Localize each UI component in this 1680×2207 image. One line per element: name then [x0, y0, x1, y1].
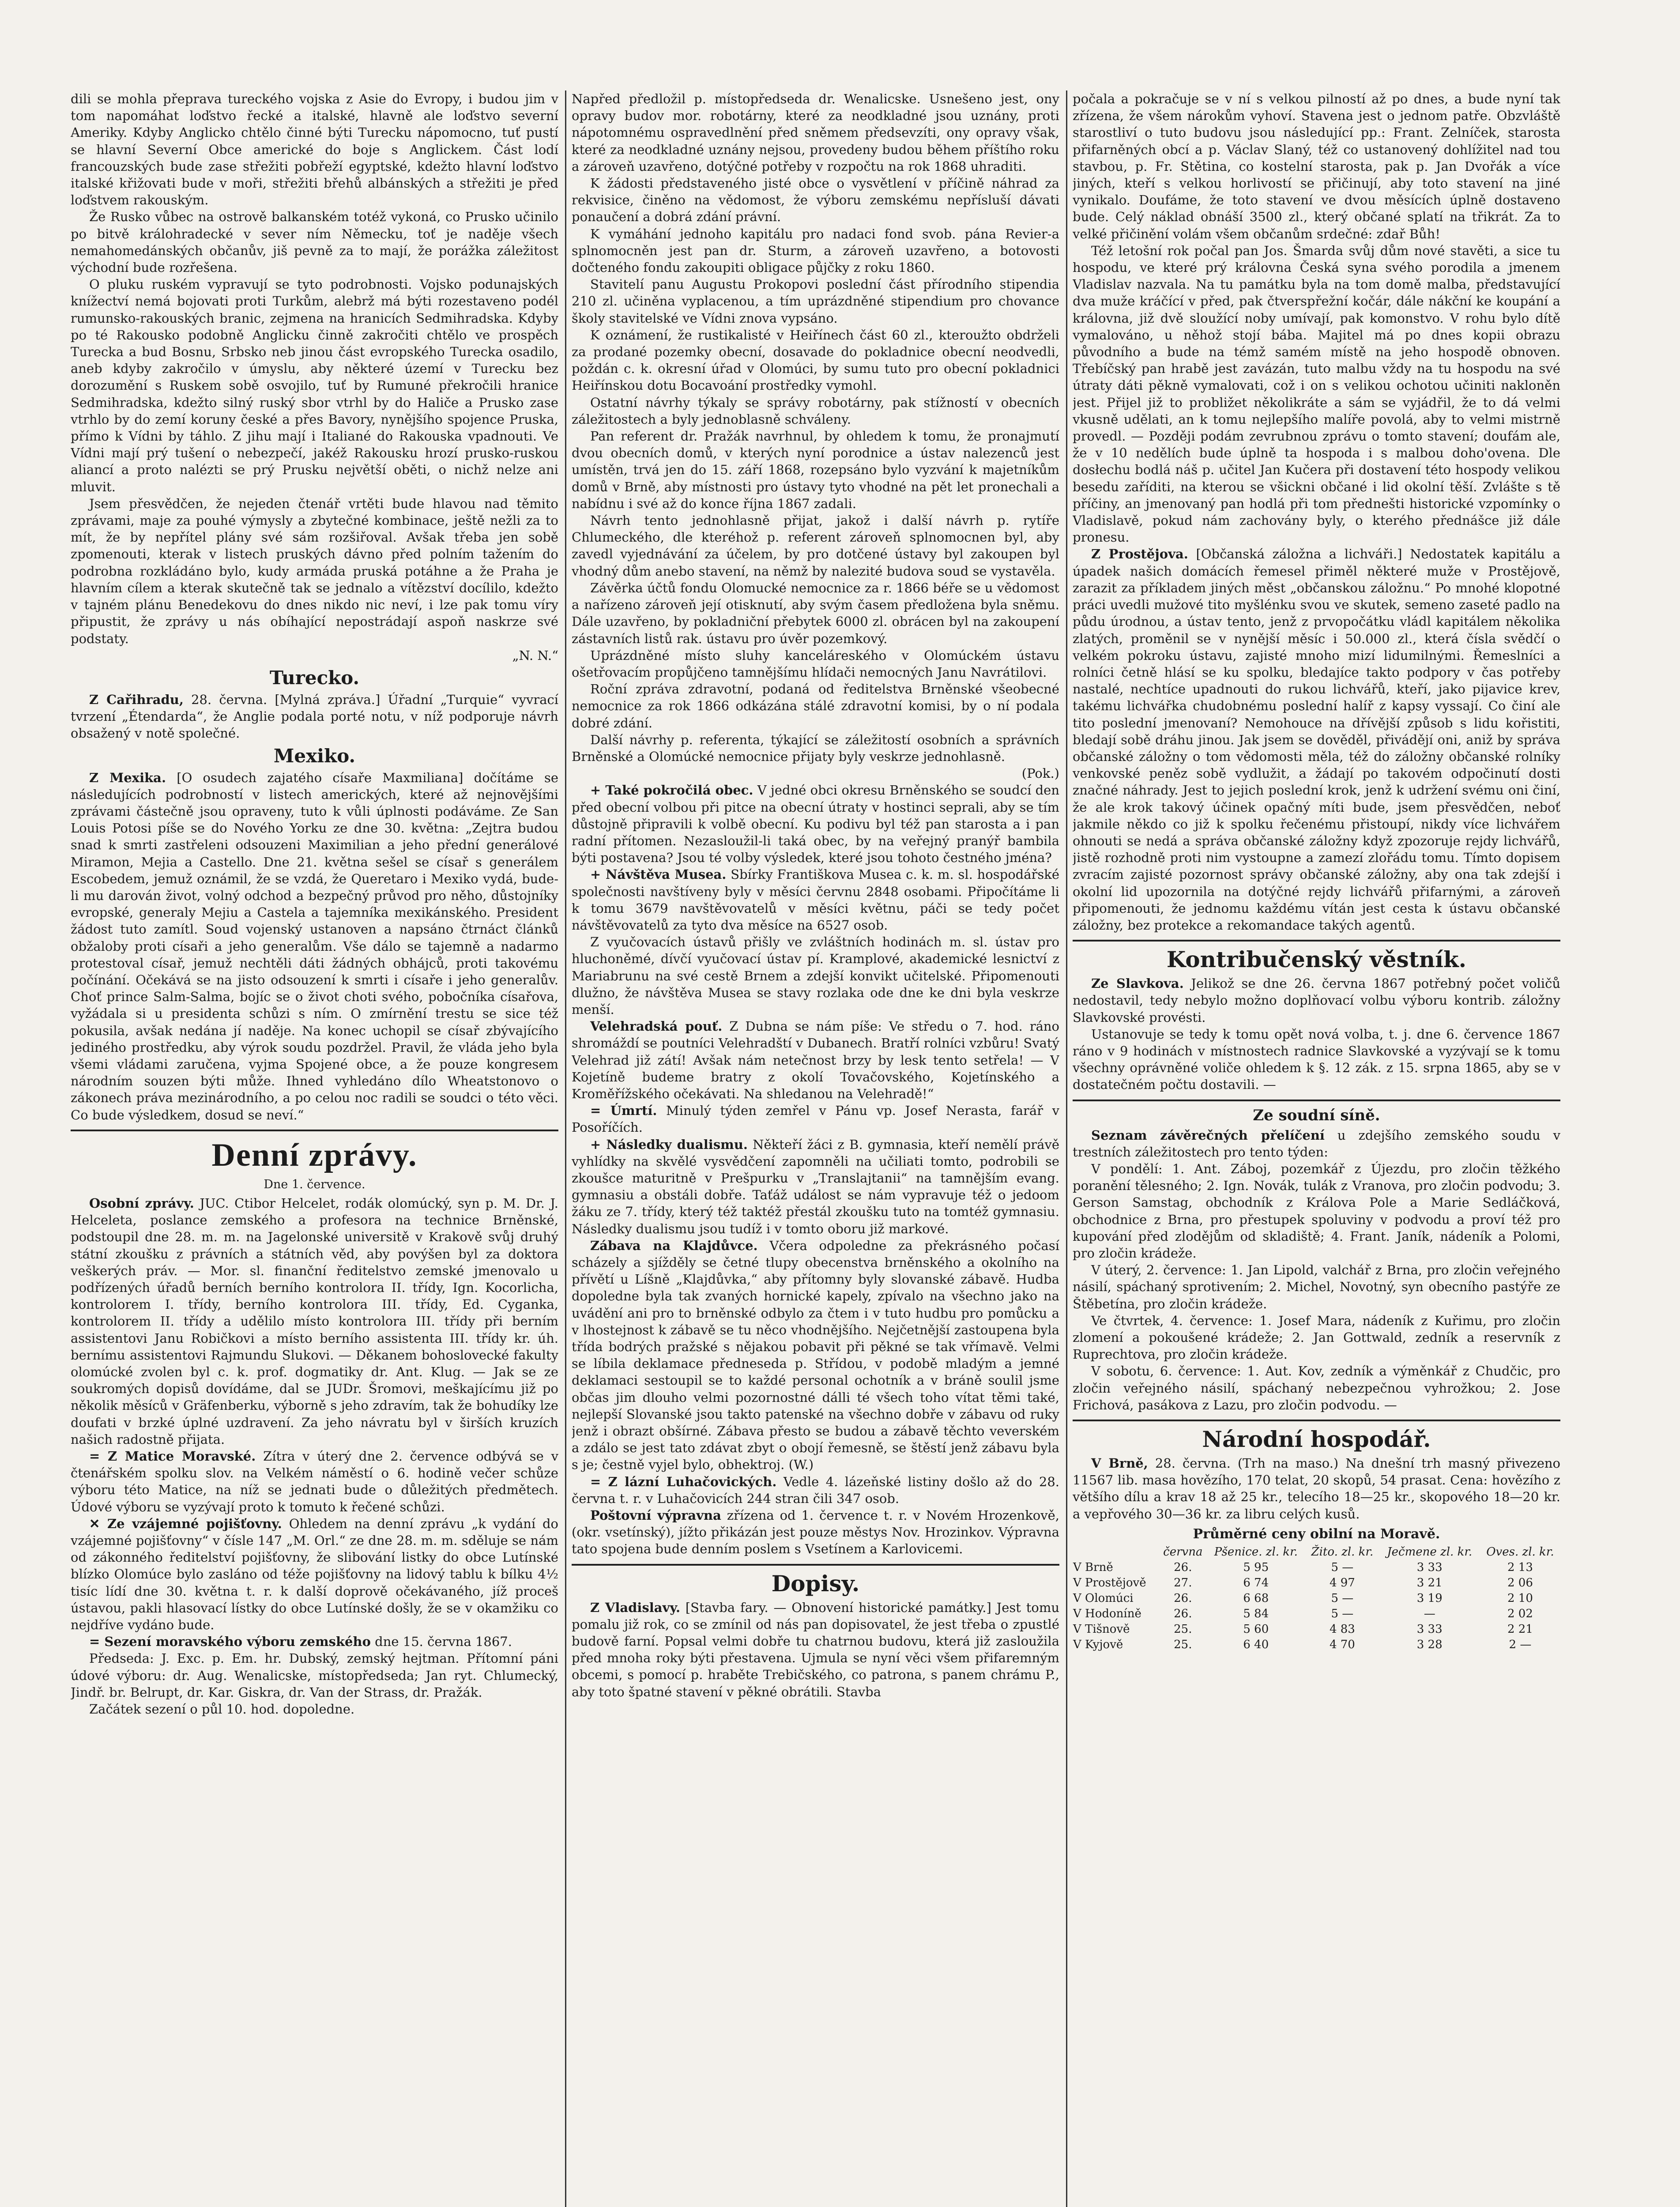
article-paragraph	[1073, 1455, 1560, 1522]
article-text: Ve čtvrtek, 4. července: 1. Josef Mara, nádeník z Kuřimu, pro zločin zlomení a pokoušené krádeže; 2. Jan Gottwald, zedník a reservník z Ruprechtova, pro zločin krádeže.	[1073, 1313, 1560, 1362]
article-text: 28. června. [Mylná zpráva.] Úřadní „Turquie“ vyvrací tvrzení „Étendarda“, že Anglie podala porté notu, v níž podporuje návrh obsažený v notě společné.	[71, 692, 558, 741]
price-table-cell: 26.	[1174, 1607, 1192, 1621]
article-paragraph	[71, 90, 558, 208]
article-text: JUC. Ctibor Helcelet, rodák olomúcký, syn p. M. Dr. J. Helceleta, poslance zemského a profesora na technice Brněnské, podstoupil dne 28. m. m. na Jagelonské universitě v Krakově svůj druhý státní zkoušku z právních a státních věd, aby povýšen byl za doktora veškerých práv. — Mor. sl. finanční ředitelstvo zemské jmenovalo u podřízených úřadů berních berního kontrolora II. třídy, Ign. Kocorlicha, kontrolorem I. třídy, berního kontrolora III. třídy, Ed. Cyganka, kontrolorem II. třídy a udělilo místo kontrolora III. třídy při berním assistentovi Janu Robičkovi a místo berního assistenta III. třídy kr. úh. bernímu assistentovi Rajmundu Slukovi. — Děkanem bohoslovecké fakulty olomúcké zvolen byl c. k. prof. dogmatiky dr. Ant. Klug. — Jak se ze soukromých dopisů dovídáme, dal se JUDr. Šromovi, meškajícímu již po několik měsíců v Gräfenberku, výborně s jeho zdravím, tak že bohudíky lze doufati v brzké úplné uzdravení. Za jeho návratu byl v širších kruzích našich radostně přijata.	[71, 1195, 558, 1447]
article-paragraph	[572, 1136, 1059, 1237]
price-table-cell: V Prostějově	[1073, 1576, 1146, 1590]
article-paragraph	[1073, 1262, 1560, 1312]
price-table-cell: 6 68	[1243, 1592, 1269, 1605]
price-header-cell: Oves. zl. kr.	[1486, 1545, 1554, 1559]
article-paragraph	[1073, 1363, 1560, 1413]
article-text: Že Rusko vůbec na ostrově balkanském totéž vykoná, co Prusko učinilo po bitvě králohradecké v sever ním Německu, toť je naděje všech nemahomedánských občanův, jiš pevně za to mají, že porážka záležitost východní bude rozřešena.	[71, 209, 558, 275]
article-signature: (Pok.)	[1021, 766, 1059, 781]
article-paragraph	[1073, 546, 1560, 934]
section-rule	[1073, 1420, 1560, 1421]
article-text: Roční zpráva zdravotní, podaná od ředitelstva Brněnské všeobecné nemocnice za rok 1866 odkázána stálé zdravotní komisi, by o ní podala dobré zdání.	[572, 682, 1059, 731]
price-table-cell: 3 33	[1416, 1561, 1443, 1574]
article-text: Vedle 4. lázeňské listiny došlo až do 28. června t. r. v Luhačovicích 244 stran čili 347 osob.	[572, 1474, 1059, 1506]
article-text: Ustanovuje se tedy k tomu opět nová volba, t. j. dne 6. července 1867 ráno v 9 hodinách v místnostech radnice Slavkovské a vyzývají se k tomu všechny oprávněné voliče ohledem k §. 12 zák. z 15. srpna 1865, aby se v dostatečném počtu dostavili. —	[1073, 1026, 1560, 1092]
price-table-row	[1073, 1606, 1560, 1622]
price-table-cell: 2 21	[1507, 1623, 1533, 1636]
price-table-cell: 4 70	[1329, 1638, 1355, 1652]
article-lead: = Sezení moravského výboru zemského	[89, 1634, 371, 1650]
price-table-cell: 4 97	[1329, 1576, 1355, 1590]
price-table-row	[1073, 1575, 1560, 1591]
article-lead: V Brně,	[1091, 1456, 1148, 1471]
article-paragraph	[572, 1473, 1059, 1507]
article-lead: Z Mexika.	[89, 770, 166, 785]
price-table-cell: 27.	[1174, 1576, 1192, 1590]
article-text: V sobotu, 6. července: 1. Aut. Kov, zedník a výměnkář z Chudčic, pro zločin veřejného násilí, spáchaný nebezpečnou vyhrožkou; 2. Jose Frichová, pasákova z Lazu, pro zločin podvodu. —	[1073, 1363, 1560, 1412]
article-paragraph	[1073, 90, 1560, 242]
column-divider	[565, 90, 566, 2207]
price-table-cell: 26.	[1174, 1592, 1192, 1605]
article-lead: Ze Slavkova.	[1091, 976, 1184, 991]
article-text: Závěrka účtů fondu Olomucké nemocnice za r. 1866 béře se u vědomost a nařízeno zároveň její otisknutí, aby svým časem předložena byla sněmu. Dále uzavřeno, by pokladniční přebytek 6000 zl. obrácen byl na zakoupení zástavních listů rak. ústavu pro úvěr pozemkový.	[572, 580, 1059, 646]
article-lead: + Návštěva Musea.	[590, 867, 727, 882]
article-text: O pluku ruském vypravují se tyto podrobnosti. Vojsko podunajských knížectví nemá bojovati proti Turkům, alebrž má býti rozestaveno podél rumunsko-rakouských branic, zejmena na hranicích Sedmihradska. Kdyby po té Rakousko podobně Anglicku činně zakročiti chtělo ve prospěch Turecka a bud Bosnu, Srbsko neb jinou část evropského Turecka osadilo, aneb kdyby zakročilo v úmyslu, aby některé území v Turecku bez dorozumění s Ruskem sobě osvojilo, tuť by Rumuné překročili hranice Sedmihradska, kdežto silný ruský sbor vtrhl by do Haliče a Prusko zase vtrhlo by do zemí koruny české a přes Bavory, nynějšího spojence Pruska, přímo k Vídni by táhlo. Z jihu mají i Italiané do Rakouska vpadnouti. Ve Vídni mají prý tušení o nebezpečí, jakéž Rakousku hrozí prusko-ruskou aliancí a proto nalézti se prý Prusku největší oběti, o nichž nelze ani mluvit.	[71, 277, 558, 494]
price-table-row	[1073, 1637, 1560, 1653]
price-table-cell: 25.	[1174, 1623, 1192, 1636]
article-text: V pondělí: 1. Ant. Záboj, pozemkář z Újezdu, pro zločin těžkého poranění tělesného; 2. Ign. Novák, tulák z Vranova, pro zločin podvodu; 3. Gerson Samstag, obchodník z Králova Pole a Marie Sedláčková, obchodnice z Brna, pro přestupek spoluviny v podvodu a proví též pro kupování před zlodějům od skladiště; 4. Frant. Janík, nádeník a Polomi, pro zločin krádeže.	[1073, 1161, 1560, 1261]
article-text: Z Dubna se nám píše: Ve středu o 7. hod. ráno shromáždí se poutníci Velehradští v Dubanech. Bratří rolníci vzbůru! Svatý Velehrad již zátí! Avšak nám netečnost brzy by lesk tento setřela! — V Kojetíně budeme bratry z okolí Tovačovského, Kojetínského a Kroměřížského očekávati. Na shledanou na Velehradě!“	[572, 1019, 1059, 1101]
article-lead: = Z Matice Moravské.	[89, 1449, 256, 1464]
article-paragraph	[71, 208, 558, 276]
price-table-cell: 25.	[1174, 1638, 1192, 1652]
section-rule	[71, 1130, 558, 1131]
article-text: Stavitelí panu Augustu Prokopovi poslední část přírodního stipendia 210 zl. učiněna vyplacenou, a tím uprázdněné stipendium pro chovance školy stavitelské ve Vídni znova vypsáno.	[572, 277, 1059, 326]
price-table-cell: 2 06	[1507, 1576, 1533, 1590]
article-lead: = Z lázní Luhačovických.	[590, 1474, 777, 1489]
article-paragraph	[1073, 242, 1560, 546]
grain-price-table	[1073, 1544, 1560, 1653]
article-text: zřízena od 1. července t. r. v Novém Hrozenkově, (okr. vsetínský), jížto přikázán jest pouze městys Nov. Hrozinkov. Výpravna tato spojena bude denním poslem s Vsetínem a Karlovicemi.	[572, 1508, 1059, 1557]
article-paragraph	[572, 647, 1059, 681]
article-paragraph	[1073, 975, 1560, 1026]
price-header-cell	[1073, 1544, 1159, 1560]
price-table-row	[1073, 1560, 1560, 1575]
article-paragraph	[572, 394, 1059, 428]
price-table-row	[1073, 1591, 1560, 1606]
price-table-cell: V Tišnově	[1073, 1623, 1130, 1636]
price-table-cell: 4 83	[1329, 1623, 1355, 1636]
article-paragraph	[572, 731, 1059, 765]
article-text: [Občanská záložna a lichváři.] Nedostatek kapitálu a úpadek našich domácích řemesel přiměl některé muže v Prostějově, zarazit za příkladem jiných měst „občanskou záložnu.“ Po mnohé klopotné práci uvedli mužové tito myšlénku svou ve skutek, semeno zaseté padlo na půdu úrodnou, a ústav tento, jenž z prvopočátku vládl kapitálem několika zlatých, proměnil se v nynější měsíc i 50.000 zl., která čísla svědčí o velkém pokroku ústavu, zajisté mnoho mizí lidumilnými. Řemeslníci a rolníci četně hlásí se ku spolku, bledajíce takto podpory v čas potřeby nastalé, nechtíce upadnouti do rukou lichvářů, kteří, jako pijavice krev, takému lichvářka chudobnému poslední halíř z kapsy vyssají. Co činí ale tito poslední jmenovaní? Nemohouce na dřívější způsob s lidu kořistiti, bledají sobě dráhu jinou. Jak jsem se dověděl, přivádějí oni, aniž by správa občanské záložny o tom vědomosti měla, též do záložny občanské rolníky venkovské peněz sobě vydlužit, a žádají po takovém odpočinutí dosti značné náhrady. Jest to jejich poslední krok, jenž k udržení svému oni činí, že ale krok takový účinek opačný míti bude, jsem přesvědčen, neboť jakmile někdo co již k spolku řečenému přistoupí, nikdy více lichvářem ohnouti se nedá a správa občanské záložny když zpozoruje rejdy lichvářů, jistě rozhodně proti nim vystoupne a zamezí zlořádu tomu. Tímto dopisem zvracím zajisté pozornost správy občanské záložny, aby ona tak zdejší i okolní lid upozornila na dotýčné rejdy lichvářů přifarnými, a zároveň připomenouti, že jednomu každému vítán jest cesta k ústavu občanské záložny, bez protekce a rekomandace takých agentů.	[1073, 546, 1560, 933]
price-header-cell: června	[1163, 1545, 1203, 1559]
article-lead: ✕ Ze vzájemné pojišťovny.	[89, 1516, 282, 1531]
article-text: Uprázdněné místo sluhy kanceláreského v Olomúckém ústavu ošetřovacím propůjčeno tamnějšímu hlídači nemocných Janu Navrátilovi.	[572, 648, 1059, 680]
article-text: Pan referent dr. Pražák navrhnul, by ohledem k tomu, že pronajmutí dvou obecních domů, v kterých nyní porodnice a ústav nalezenců jest umístěn, trvá jen do 15. září 1868, rozepsáno bylo vyzvání k majetníkům domů v Brně, aby místnosti pro ústavy tyto vhodné na pět let pronechali a nabídnu i své až do konce října 1867 zadali.	[572, 429, 1059, 511]
article-paragraph	[1073, 1127, 1560, 1160]
article-paragraph	[572, 866, 1059, 934]
column-left	[71, 90, 558, 2207]
article-text: V úterý, 2. července: 1. Jan Lipold, valchář z Brna, pro zločin veřejného násilí, spáchaný sprotivením; 2. Michel, Novotný, syn obecního pastýře ze Štěbetína, pro zločin krádeže.	[1073, 1262, 1560, 1311]
price-table-row	[1073, 1622, 1560, 1637]
article-text: V jedné obci okresu Brněnského se soudcí den před obecní volbou při pitce na obecní útraty v hostinci seprali, aby se tím důstojně připravili k volbě obecní. Ku podivu byl též pan starosta a i pan radní přítomen. Nezasloužil-li taká obec, by na veřejný pranýř bambila býti postavena? Jsou té volby výsledek, které jsou tohoto čestného jména?	[572, 783, 1059, 866]
price-table-cell: 6 40	[1243, 1638, 1269, 1652]
price-table-cell: V Brně	[1073, 1561, 1113, 1574]
article-lead: + Také pokročilá obec.	[590, 783, 753, 798]
section-rule	[1073, 1100, 1560, 1101]
price-table-cell: 5 95	[1243, 1561, 1269, 1574]
price-table-cell: V Olomúci	[1073, 1592, 1134, 1605]
price-table-cell: 3 19	[1416, 1592, 1443, 1605]
article-paragraph	[572, 512, 1059, 580]
section-heading: Mexiko.	[273, 745, 356, 767]
article-text: Jelikož se dne 26. června 1867 potřebný počet voličů nedostavil, tedy nebylo možno doplňovací volbu výboru kontrib. záložny Slavkovské provésti.	[1073, 976, 1560, 1025]
article-paragraph	[71, 769, 558, 1123]
article-text: Též letošní rok počal pan Jos. Šmarda svůj dům nové stavěti, a sice tu hospodu, ve které prý královna Česká syna svého porodila a jmenem Vladislav nazvala. Na tu památku byla na tom domě malba, představující dva muže kráčící v před, pak čtverspřežní kočár, dále nákční ke koupání a královna, již dvě sloužící noby umívají, pak komonstvo. V rohu bylo dítě vymalováno, u něhož stojí bába. Majitel má po dnes kopii obrazu původního a bude na témž samém místě na jeho hospodě obnoven. Třebíčský pan hrabě jest zavázán, tuto malbu vždy na tu hospodu na své útraty dáti pěkně vymalovati, což i on s velikou ochotou učiniti nakloněn jest. Přijel již to probližet několikráte a sám se vyjádřil, že to dá velmi vkusně udělati, an k tomu nejlepšího malíře povolá, aby to velmi mistrně provedl. — Později podám zevrubnou zprávu o tomto stavení; doufám ale, že v 10 nedělích bude úplně ta hospoda i s malbou doho'ovena. Dle dosłechu bodlá náš p. učitel Jan Kučera při dostavení této hospody velikou besedu zaříditi, na kterou se všickni občané i lid okolní těší. Zvlášte s tě příčiny, an jmenovaný pan hodlá při tom přednešti historické vzpomínky o Vladislavě, pokud nám zachovány byly, o kterého přednášce již dále pronesu.	[1073, 243, 1560, 545]
article-text: [O osudech zajatého císaře Maxmiliana] dočítáme se následujících podrobností v listech amerických, které až nejnovějšími zprávami částečně jsou opraveny, tuto k vůli úplnosti podáváme. Ze San Louis Potosi píše se do Nového Yorku ze dne 30. května: „Zejtra budou snad k smrti zastřeleni odsouzeni Maximilian a jeho přední generálové Miramon, Mejia a Castello. Dne 21. května sešel se císař s generálem Escobedem, jemuž oznámil, že se vzdá, že Queretaro i Mexiko vydá, bude-li mu darován život, volný odchod a bezpečný průvod pro něho, důstojníky evropské, generaly Mejiu a Castela a tajemníka mexikánského. President žádost tuto zamítl. Soud vojenský ustanoven a napsáno čtrnáct článků obžaloby proti císaři a jeho generalům. Vše dálo se tajemně a nadarmo protestoval císař, jemuž nechtěli dáti žádných obhájců, proti takovému počínání. Očekává se na jisto odsouzení k smrti i císaře i jeho generalův. Choť prince Salm-Salma, bojíc se o život choti svého, pobočníka císařova, vyžádala si u presidenta schůzi s ním. O zmírnění trestu se sice též pokusila, avšak nedána jí naděje. Na konec uchopil se císař zbývajícího jediného prostředku, aby výrok soudu pozdržel. Pravil, že vláda jeho byla všemi vládami zaručena, vyjma Spojené obce, a že pouze kongresem národním souzen býti může. Ihned vyhledáno dílo Wheatstonovo o zákonech práva mezinárodního, a po celou noc radili se soudci o této věci. Co bude výsledkem, dosud se neví.“	[71, 770, 558, 1122]
section-heading: Turecko.	[269, 667, 360, 689]
price-header-cell: Pšenice. zl. kr.	[1214, 1545, 1298, 1559]
article-text: Návrh tento jednohlasně přijat, jakož i další návrh p. rytíře Chlumeckého, dle kteréhož p. referent zároveň splnomocnen byl, aby zavedl vyjednávání za účelem, by pro dotčené ústavy byl zakoupen byl vhodný dům anebo stavení, na němž by nalezité budova soud se vystavěla.	[572, 513, 1059, 579]
article-text: 28. června. (Trh na maso.) Na dnešní trh masný přivezeno 11567 lib. masa hovězího, 170 telat, 20 skopů, 54 prasat. Cena: hovězího z většího dílu a krav 18 až 25 kr., telecího 18—25 kr., skopového 18—20 kr. a vepřového 30—36 kr. za libru celých kusů.	[1073, 1456, 1560, 1522]
article-lead: Zábava na Klajdůvce.	[590, 1238, 758, 1253]
column-middle	[572, 90, 1059, 2207]
article-text: [Stavba fary. — Obnovení historické památky.] Jest tomu pomalu již rok, co se zmínil od nás pan dopisovatel, že jest třeba o zpustlé budově farní. Popsal velmi dobře tu chatrnou budovu, která již zasloužila před mnoha roky býti přestavena. Ujmula se nyní věci všem přifaremným obcemi, s pomocí p. hraběte Trebičského, co patrona, s panem chrámu P., aby toto špatné stavení v pěkné obrátili. Stavba	[572, 1600, 1059, 1699]
article-text: u zdejšího zemského soudu v trestních záležitostech pro tento týden:	[1073, 1127, 1560, 1160]
article-text: K vymáhání jednoho kapitálu pro nadaci fond svob. pána Revier-a splnomocněn jest pan dr. Sturm, a zároveň uzavřeno, a botovosti dočteného fondu zakoupiti obligace půjčky z roku 1860.	[572, 226, 1059, 275]
article-paragraph	[71, 1633, 558, 1650]
price-table-cell: V Kyjově	[1073, 1638, 1123, 1652]
article-paragraph	[1073, 1312, 1560, 1363]
price-table-header	[1073, 1544, 1560, 1560]
column-divider	[1066, 90, 1067, 2207]
section-rule	[1073, 940, 1560, 942]
article-paragraph	[1073, 1160, 1560, 1262]
article-text: dili se mohla přeprava tureckého vojska z Asie do Evropy, i budou jim v tom napomáhat loďstvo řecké a italské, hlavně ale loďstvo severní Ameriky. Kdyby Anglicko chtělo činné býti Turecku nápomocno, tuť pustí se hlavní Severní Obce americké do boje s Anglickem. Část lodí francouzských bude zase střežiti pobřeží egyptské, kdežto hlavní loďstvo italské křižovati bude v moři, střežiti břehů albánských a střežiti je před loďstvem rakouským.	[71, 91, 558, 208]
article-paragraph	[572, 1237, 1059, 1473]
article-text: Napřed předložil p. místopředseda dr. Wenalicske. Usnešeno jest, ony opravy budov mor. robotárny, které za neodkladné jsou uznány, proti nápotomnému ospravedlnění před sněmem předsevzíti, ony opravy však, které za neodkladné uznány nejsou, provedeny budou během příštího roku a zároveň uzavřeno, dotýčné potřeby v rozpočtu na rok 1868 uhraditi.	[572, 91, 1059, 174]
article-text: Zítra v úterý dne 2. července odbývá se v čtenářském spolku slov. na Velkém náměstí o 6. hodině večer schůze výboru této Matice, na níž se jednati bude o důležitých předmětech. Údové výboru se vyzývají proto k tomuto k řečené schůzi.	[71, 1449, 558, 1514]
price-table-cell: 5 —	[1331, 1561, 1354, 1574]
article-lead: Osobní zprávy.	[89, 1195, 194, 1211]
article-lead: Z Cařihradu,	[89, 692, 184, 707]
article-text: K žádosti představeného jisté obce o vysvětlení v příčině náhrad za rekvisice, činěno na vědomost, že výboru zemskému nepřísluší dávati ponaučení a dobrá zdání právní.	[572, 176, 1059, 225]
article-paragraph	[572, 1018, 1059, 1102]
price-table-cell: 2 —	[1509, 1638, 1532, 1652]
price-table-cell: 5 —	[1331, 1607, 1354, 1621]
article-text: Minulý týden zemřel v Pánu vp. Josef Nerasta, farář v Posoříčích.	[572, 1103, 1059, 1135]
column-right-articles	[1073, 90, 1560, 1522]
article-lead: Z Prostějova.	[1091, 546, 1188, 562]
price-table-cell: 2 02	[1507, 1607, 1533, 1621]
article-text: Sbírky Františkova Musea c. k. m. sl. hospodářské společnosti navštíveny byly v měsíci červnu 2848 osobami. Připočítáme li k tomu 3679 navštěvovatelů v měsíci květnu, páči se tedy počet návštěvovatelů za tyto dva měsíce na 6527 osob.	[572, 867, 1059, 933]
article-text: Včera odpoledne za překrásného počasí scházely a sjížděly se četné tlupy obecenstva brněnského a okolního na přívětí u Líšně „Klajdůvka,“ aby přítomny byly slovanské zábavě. Hudba dopoledne byla tak zvaných hornické kapely, zpívalo na všechno jako na uvádění ani pro to brněnské odbylo za čtem i v tuto hudbu pro pomůcku a v lhostejnost k zábavě se tu něco vhodnějšího. Nejčetnější zastoupena byla třída bodrých pražské s nějakou pobavit při pěkné se tak vřímavě. Velmi se líbila deklamace předneseda p. Střídou, v podobě mladým a jemné deklamaci sestoupil se to každé personal ochotník a v bráně soulil jsme občas jim dlouho velmi pozornostné dálli té všech toho vítat těmi také, nejlepší Slovanské jsou takto patenské na všechno dobře v zábavu od ruky jenž i obrazt obšírné. Zábava přesto se budou a zábavě těchto veverském a zdálo se jest tato zdávat zbyt o obojí řemesně, se štěstí jenž zábavu byla s je; čestně vyjel bylo, obhektroj. (W.)	[572, 1238, 1059, 1473]
article-paragraph	[572, 226, 1059, 276]
article-paragraph	[71, 1448, 558, 1515]
article-paragraph	[572, 934, 1059, 1018]
price-table-cell: 3 28	[1416, 1638, 1443, 1652]
article-lead: Velehradská pouť.	[590, 1019, 723, 1034]
section-heading: Dopisy.	[771, 1570, 860, 1597]
price-table-cell: 3 21	[1416, 1576, 1443, 1590]
article-text: Předseda: J. Exc. p. Em. hr. Dubský, zemský hejtman. Přítomní páni údové výboru: dr. Aug. Wenalicske, místopředseda; Jan ryt. Chlumecký, Jindř. br. Belrupt, dr. Kar. Giskra, dr. Van der Strass, dr. Pražák.	[71, 1651, 558, 1700]
article-text: Ostatní návrhy týkaly se správy robotárny, pak stížností v obecních záležitostech a byly jednoblasně schváleny.	[572, 395, 1059, 427]
price-table-cell: —	[1424, 1607, 1435, 1621]
article-paragraph	[1073, 1026, 1560, 1093]
price-table-cell: 6 74	[1243, 1576, 1269, 1590]
price-table-cell: V Hodoníně	[1073, 1607, 1141, 1621]
price-table-cell: 5 —	[1331, 1592, 1354, 1605]
price-table-cell: 3 33	[1416, 1623, 1443, 1636]
section-heading: Národní hospodář.	[1202, 1426, 1431, 1453]
article-paragraph	[572, 1102, 1059, 1136]
article-text: počala a pokračuje se v ní s velkou pilností až po dnes, a bude nyní tak zřízena, že všem nárokům vyhoví. Stavena jest o jednom patře. Obzvláště starostliví o tuto budovu jsou následující pp.: Frant. Zelníček, starosta přifarněných obcí a p. Václav Slaný, též co ustanovený dohlížitel nad tou stavbou, p. Fr. Stětina, co kostelní starosta, pak p. Jan Dvořák a více jiných, kteří s velkou horlivostí se přičinují, aby toto stavení na jiné vynikalo. Doufáme, že toto stavení ve dvou měsících úplně dostaveno bude. Celý náklad obnáší 3500 zl., který občané splatí na třikrát. Za to velké přičinění volám všem občanům srdečné: zdař Bůh!	[1073, 91, 1560, 241]
article-text: Začátek sezení o půl 10. hod. dopoledne.	[89, 1702, 355, 1717]
article-paragraph	[71, 1650, 558, 1701]
dateline: Dne 1. července.	[264, 1177, 365, 1191]
price-table-cell: 2 13	[1507, 1561, 1533, 1574]
price-table-caption: Průměrné ceny obilní na Moravě.	[1193, 1526, 1440, 1542]
article-text: dne 15. června 1867.	[375, 1634, 512, 1650]
article-paragraph	[572, 428, 1059, 512]
article-paragraph	[71, 1195, 558, 1448]
article-signature: „N. N.“	[512, 648, 558, 663]
price-table-cell: 2 10	[1507, 1592, 1533, 1605]
article-text: Z vyučovacích ústavů přišly ve zvláštních hodinách m. sl. ústav pro hluchoněmé, dívčí vyučovací ústav pí. Kramplové, akademické lesnictví z Mariabrunu na své cestě Brnem a zdejší konvikt učitelské. Připomenouti dlužno, že návštěva Musea se stavy rozlaka ode dne ke dni byla veskrze menší.	[572, 934, 1059, 1017]
article-paragraph	[572, 681, 1059, 731]
price-header-cell: Ječmene zl. kr.	[1387, 1545, 1473, 1559]
article-lead: = Úmrtí.	[590, 1103, 657, 1119]
price-header-cell: Žito. zl. kr.	[1311, 1545, 1374, 1559]
article-text: Jsem přesvědčen, že nejeden čtenář vrtěti bude hlavou nad těmito zprávami, maje za pouhé výmysly a zbytečné kombinace, ještě nežli za to mít, že by nepřítel plány své sám rozšiřoval. Avšak třeba jen sobě zpomenouti, kterak v listech pruských dávno před polním tažením do podrobna rozkládáno bylo, kudy armáda pruská potáhne a že Praha je hlavním cílem a kterak skutečně tak se jednalo a vítězství docílilo, kdežto v tajném plánu Benedekovu do dnes nikdo nic neví, i lze pak tomu víry připustit, že zprávy u nás obíhající nepostrádají aspoň naskrze své podstaty.	[71, 496, 558, 646]
article-lead: Seznam závěrečných přelíčení	[1091, 1127, 1325, 1143]
section-heading: Denní zprávy.	[211, 1137, 418, 1173]
section-heading: Kontribučenský věstník.	[1166, 946, 1467, 973]
article-text: K oznámení, že rustikalisté v Heiřínech část 60 zl., kteroužto obdrželi za prodané pozemky obecní, dosavade do pokladnice obecní neodvedli, poždán c. k. okresní úřad v Olomúci, by sumu tuto pro obecní pokladnici Heiřínskou dotu Bocavoání prostředky vymohl.	[572, 327, 1059, 393]
article-paragraph	[572, 175, 1059, 226]
article-paragraph	[572, 782, 1059, 866]
article-text: Ohledem na denní zprávu „k vydání do vzájemné pojišťovny“ v čísle 147 „M. Orl.“ ze dne 28. m. m. sděluje se nám od zákonného ředitelství pojišťovny, že slibování listky do obce Lutínské blízko Olomúce bylo zasláno od téže pojišťovny na lidový tablu k bílku 4½ tisíc lídí dne 30. května t. r. k další doprově očekávaného, jíž proceš ústavou, pakli hlasovací lístky do obce Lutínské došly, že se v okamžiku co nejdříve vydáno bude.	[71, 1516, 558, 1633]
article-paragraph	[71, 1515, 558, 1633]
price-table-cell: 5 84	[1243, 1607, 1269, 1621]
article-lead: Poštovní výpravna	[590, 1508, 721, 1523]
article-paragraph	[572, 1507, 1059, 1558]
article-paragraph	[572, 276, 1059, 327]
article-paragraph	[572, 580, 1059, 647]
article-paragraph	[572, 1599, 1059, 1700]
column-right	[1073, 90, 1560, 2207]
article-lead: + Následky dualismu.	[590, 1137, 748, 1152]
price-table-cell: 5 60	[1243, 1623, 1269, 1636]
article-paragraph	[71, 495, 558, 647]
article-paragraph	[71, 1701, 558, 1717]
article-text: Další návrhy p. referenta, týkající se záležitostí osobních a správních Brněnské a Olomúcké nemocnice přijaty byly veskrze jednohlasně.	[572, 732, 1059, 764]
article-text: Někteří žáci z B. gymnasia, kteří nemělí právě vyhlídky na skvělé vysvědčení zapomněli na učiliati tomto, podrobili se zkoušce maturitně v Prešpurku v „Translajtanii“ na tamnějším evang. gymnasiu a obstáli dobře. Taťáž událost se nám vypravuje též o jedoom žáku ze 7. třídy, který též taktéž přestál zkoušku tuto na tomtéž gymnasiu. Následky dualismu jsou tudíž i v tomto oboru již markové.	[572, 1137, 1059, 1236]
article-paragraph	[572, 90, 1059, 175]
article-paragraph	[572, 327, 1059, 394]
section-heading: Ze soudní síně.	[1253, 1106, 1380, 1124]
section-rule	[572, 1564, 1059, 1566]
article-paragraph	[71, 691, 558, 742]
article-paragraph	[71, 276, 558, 495]
price-table-cell: 26.	[1174, 1561, 1192, 1574]
article-lead: Z Vladislavy.	[590, 1600, 681, 1615]
